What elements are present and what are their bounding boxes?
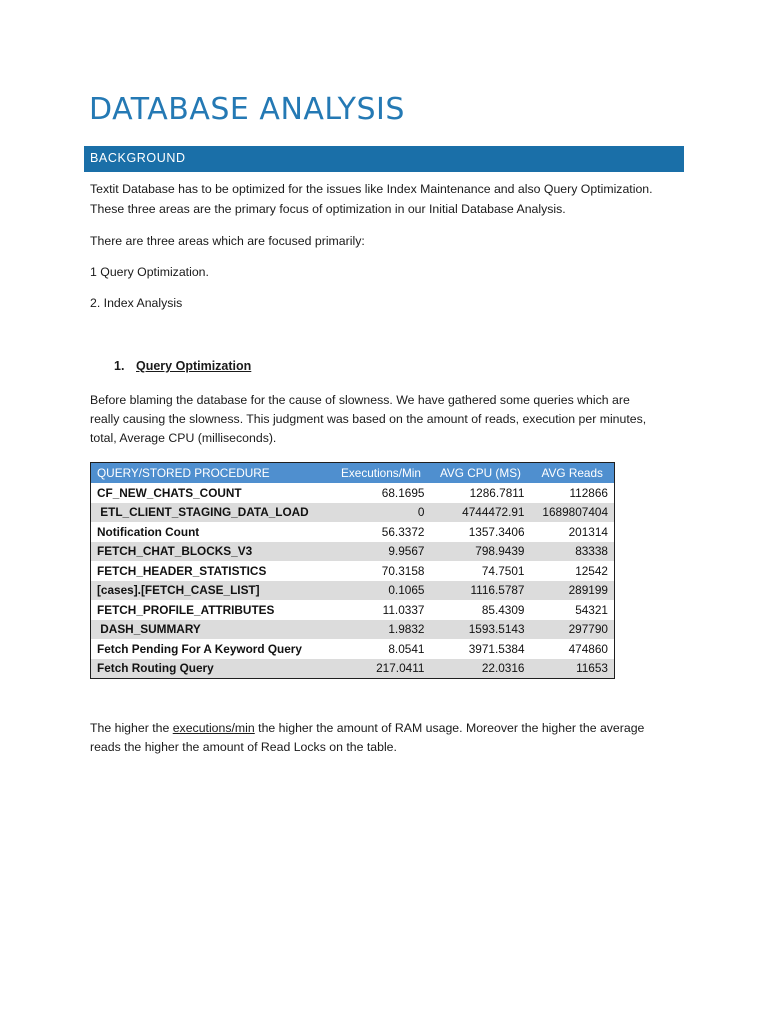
document-title: DATABASE ANALYSIS [89,92,405,127]
table-row [91,659,615,679]
avg-cpu-cell: 74.7501 [430,561,530,581]
avg-cpu-cell: 85.4309 [430,600,530,620]
areas-intro: There are three areas which are focused primarily: [90,234,365,248]
avg-reads-cell: 11653 [531,659,615,679]
query-name-cell: FETCH_CHAT_BLOCKS_V3 [91,542,332,562]
executions-cell: 11.0337 [332,600,431,620]
table-row [91,639,615,659]
avg-reads-cell: 474860 [531,639,615,659]
header-query: QUERY/STORED PROCEDURE [91,463,332,484]
avg-reads-cell: 83338 [531,542,615,562]
table-header-row [91,463,615,484]
executions-cell: 9.9567 [332,542,431,562]
subsection-heading [114,359,251,373]
closing-line-2: reads the higher the amount of Read Locks on the table. [90,740,397,754]
avg-reads-cell: 1689807404 [531,503,615,523]
query-name-cell: FETCH_HEADER_STATISTICS [91,561,332,581]
avg-cpu-cell: 1286.7811 [430,483,530,503]
area-item-2: 2. Index Analysis [90,296,183,310]
para2-line-3: total, Average CPU (milliseconds). [90,431,277,445]
query-name-cell: Fetch Pending For A Keyword Query [91,639,332,659]
subsection-number: 1. [114,359,125,373]
executions-cell: 56.3372 [332,522,431,542]
avg-cpu-cell: 1593.5143 [430,620,530,640]
avg-cpu-cell: 3971.5384 [430,639,530,659]
table-row [91,503,615,523]
intro-line-2: These three areas are the primary focus of optimization in our Initial Database Analysis. [90,202,566,216]
subsection-title: Query Optimization [136,359,252,373]
closing-line-1-pre: The higher the [90,721,173,735]
query-name-cell: ETL_CLIENT_STAGING_DATA_LOAD [91,503,332,523]
section-heading-bar [84,146,684,172]
avg-cpu-cell: 4744472.91 [430,503,530,523]
closing-line-1-post: the higher the amount of RAM usage. Moreover the higher the average [254,721,645,735]
table-row [91,600,615,620]
executions-cell: 217.0411 [332,659,431,679]
avg-reads-cell: 12542 [531,561,615,581]
avg-cpu-cell: 798.9439 [430,542,530,562]
table-row [91,483,615,503]
query-name-cell: Notification Count [91,522,332,542]
executions-cell: 68.1695 [332,483,431,503]
query-name-cell: [cases].[FETCH_CASE_LIST] [91,581,332,601]
avg-reads-cell: 297790 [531,620,615,640]
area-item-1: 1 Query Optimization. [90,265,209,279]
avg-reads-cell: 201314 [531,522,615,542]
section-heading: BACKGROUND [90,151,186,165]
header-avg-cpu: AVG CPU (MS) [430,463,530,484]
query-name-cell: FETCH_PROFILE_ATTRIBUTES [91,600,332,620]
header-avg-reads: AVG Reads [531,463,615,484]
avg-reads-cell: 289199 [531,581,615,601]
executions-cell: 1.9832 [332,620,431,640]
query-name-cell: DASH_SUMMARY [91,620,332,640]
intro-line-1: Textit Database has to be optimized for the issues like Index Maintenance and also Query Optimization. [90,182,653,196]
table-row [91,581,615,601]
header-executions: Executions/Min [332,463,431,484]
query-table [90,462,615,679]
avg-cpu-cell: 22.0316 [430,659,530,679]
query-name-cell: Fetch Routing Query [91,659,332,679]
query-name-cell: CF_NEW_CHATS_COUNT [91,483,332,503]
avg-cpu-cell: 1357.3406 [430,522,530,542]
table-row [91,522,615,542]
table-row [91,542,615,562]
executions-cell: 0 [332,503,431,523]
avg-cpu-cell: 1116.5787 [430,581,530,601]
avg-reads-cell: 54321 [531,600,615,620]
table-row [91,620,615,640]
para2-line-1: Before blaming the database for the cause of slowness. We have gathered some queries which are [90,393,630,407]
executions-per-min-term: executions/min [172,721,255,735]
closing-line-1 [90,718,644,738]
avg-reads-cell: 112866 [531,483,615,503]
executions-cell: 0.1065 [332,581,431,601]
executions-cell: 70.3158 [332,561,431,581]
table-row [91,561,615,581]
executions-cell: 8.0541 [332,639,431,659]
para2-line-2: really causing the slowness. This judgment was based on the amount of reads, execution per minutes, [90,412,647,426]
